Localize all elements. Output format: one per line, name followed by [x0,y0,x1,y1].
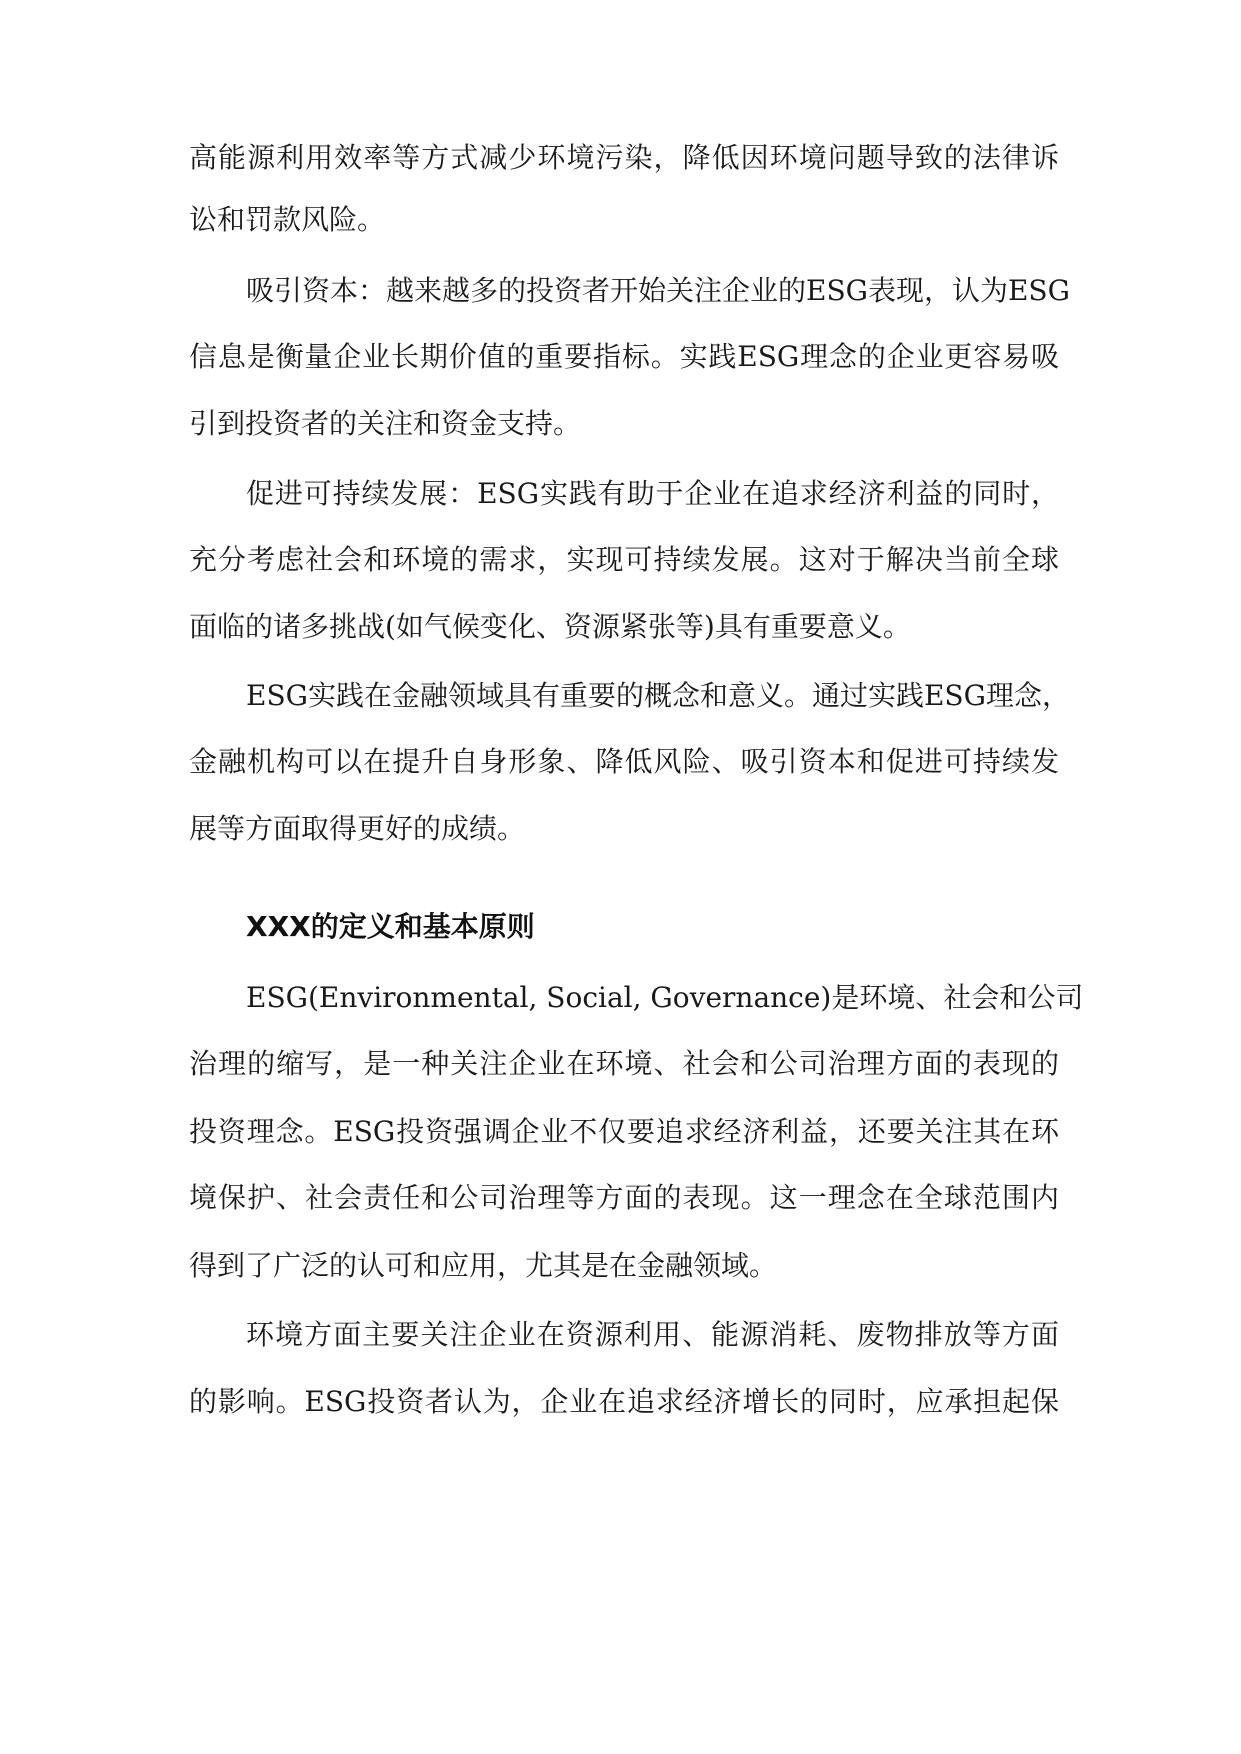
text-line: 展等方面取得更好的成绩。 [189,812,526,845]
text-line: 高能源利用效率等方式减少环境污染，降低因环境问题导致的法律诉 [189,141,1059,174]
text-line: 促进可持续发展：ESG实践有助于企业在追求经济利益的同时， [246,477,1059,510]
text-line: 环境方面主要关注企业在资源利用、能源消耗、废物排放等方面 [246,1318,1059,1351]
text-line: 治理的缩写，是一种关注企业在环境、社会和公司治理方面的表现的 [189,1047,1059,1080]
text-line: 引到投资者的关注和资金支持。 [189,407,582,440]
text-line: 投资理念。ESG投资强调企业不仅要追求经济利益，还要关注其在环 [189,1115,1059,1148]
text-line: 讼和罚款风险。 [189,203,386,236]
text-line: 金融机构可以在提升自身形象、降低风险、吸引资本和促进可持续发 [189,745,1059,778]
text-line: 的影响。ESG投资者认为，企业在追求经济增长的同时，应承担起保 [189,1385,1059,1418]
section-heading: XXX的定义和基本原则 [246,910,535,943]
text-line: ESG(Environmental, Social, Governance)是环境、社会和公司 [246,981,1084,1014]
text-line: 得到了广泛的认可和应用，尤其是在金融领域。 [189,1249,778,1282]
text-line: 境保护、社会责任和公司治理等方面的表现。这一理念在全球范围内 [189,1181,1059,1214]
text-line: 吸引资本：越来越多的投资者开始关注企业的ESG表现，认为ESG [246,274,1070,307]
text-line: ESG实践在金融领域具有重要的概念和意义。通过实践ESG理念， [246,679,1070,712]
text-line: 面临的诸多挑战(如气候变化、资源紧张等)具有重要意义。 [189,610,911,643]
text-line: 充分考虑社会和环境的需求，实现可持续发展。这对于解决当前全球 [189,543,1059,576]
text-line: 信息是衡量企业长期价值的重要指标。实践ESG理念的企业更容易吸 [189,340,1059,373]
